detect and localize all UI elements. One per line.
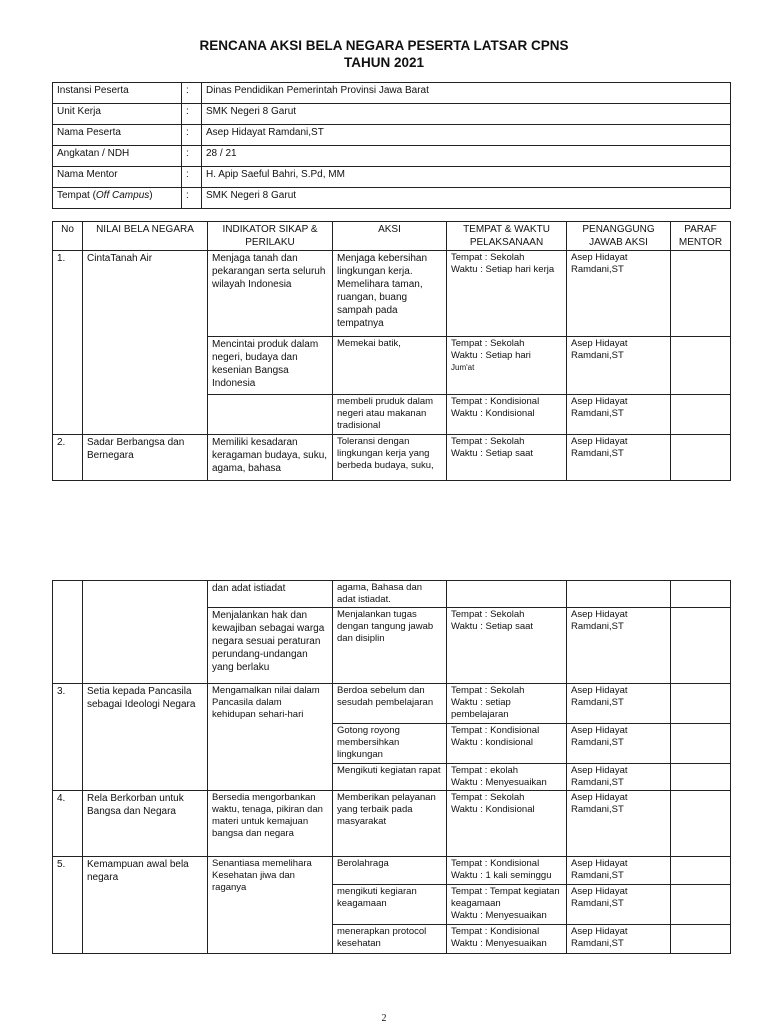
pj-cell: Asep Hidayat Ramdani,ST <box>567 395 671 435</box>
info-row <box>53 83 731 104</box>
indikator-cell: Menjaga tanah dan pekarangan serta seluruh wilayah Indonesia <box>208 251 333 337</box>
table-row <box>53 251 731 337</box>
aksi-cell: Toleransi dengan lingkungan kerja yang berbeda budaya, suku, <box>333 435 447 481</box>
info-row <box>53 146 731 167</box>
pj-cell: Asep Hidayat Ramdani,ST <box>567 724 671 764</box>
nilai-cell: CintaTanah Air <box>83 251 208 435</box>
indikator-cell: Mencintai produk dalam negeri, budaya dan kesenian Bangsa Indonesia <box>208 337 333 395</box>
document-title: RENCANA AKSI BELA NEGARA PESERTA LATSAR CPNS <box>199 38 569 53</box>
pj-cell: Asep Hidayat Ramdani,ST <box>567 608 671 684</box>
row-number: 4. <box>53 791 83 857</box>
paraf-cell <box>671 857 731 885</box>
row-number <box>53 581 83 684</box>
document-year: TAHUN 2021 <box>343 55 425 70</box>
tempat-waktu-cell: Tempat : Kondisional Waktu : Menyesuaikan <box>447 925 567 954</box>
table-row <box>53 684 731 724</box>
info-value: SMK Negeri 8 Garut <box>202 188 731 209</box>
pj-cell: Asep Hidayat Ramdani,ST <box>567 885 671 925</box>
indikator-cell: Senantiasa memelihara Kesehatan jiwa dan raganya <box>208 857 333 954</box>
aksi-cell: membeli pruduk dalam negeri atau makanan tradisional <box>333 395 447 435</box>
pj-cell: Asep Hidayat Ramdani,ST <box>567 251 671 337</box>
paraf-cell <box>671 251 731 337</box>
indikator-cell: Menjalankan hak dan kewajiban sebagai warga negara sesuai peraturan perundang-undangan yang berlaku <box>208 608 333 684</box>
tempat-waktu-cell: Tempat : Sekolah Waktu : setiap pembelajaran <box>447 684 567 724</box>
table-row <box>53 857 731 885</box>
tempat-waktu-cell <box>447 581 567 608</box>
tempat-waktu-cell: Tempat : Sekolah Waktu : Setiap hari Jum'at <box>447 337 567 395</box>
table-header-row <box>53 222 731 251</box>
info-label: Nama Peserta <box>53 125 182 146</box>
aksi-cell: Memberikan pelayanan yang terbaik pada masyarakat <box>333 791 447 857</box>
action-plan-table-continued <box>52 580 731 954</box>
info-value: Dinas Pendidikan Pemerintah Provinsi Jawa Barat <box>202 83 731 104</box>
aksi-cell: Menjaga kebersihan lingkungan kerja. Memelihara taman, ruangan, buang sampah pada tempatnya <box>333 251 447 337</box>
info-value: SMK Negeri 8 Garut <box>202 104 731 125</box>
paraf-cell <box>671 435 731 481</box>
info-label: Nama Mentor <box>53 167 182 188</box>
info-label: Tempat (Off Campus) <box>53 188 182 209</box>
tempat-waktu-cell: Tempat : Sekolah Waktu : Setiap saat <box>447 435 567 481</box>
info-row <box>53 125 731 146</box>
paraf-cell <box>671 764 731 791</box>
tempat-waktu-cell: Tempat : Sekolah Waktu : Kondisional <box>447 791 567 857</box>
tempat-waktu-cell: Tempat : Kondisional Waktu : Kondisional <box>447 395 567 435</box>
aksi-cell: Mengikuti kegiatan rapat <box>333 764 447 791</box>
info-value: 28 / 21 <box>202 146 731 167</box>
info-colon: : <box>182 188 202 209</box>
pj-cell: Asep Hidayat Ramdani,ST <box>567 337 671 395</box>
info-colon: : <box>182 167 202 188</box>
aksi-cell: Berolahraga <box>333 857 447 885</box>
paraf-cell <box>671 684 731 724</box>
row-number: 2. <box>53 435 83 481</box>
row-number: 1. <box>53 251 83 435</box>
info-label: Unit Kerja <box>53 104 182 125</box>
paraf-cell <box>671 925 731 954</box>
info-colon: : <box>182 104 202 125</box>
row-number: 5. <box>53 857 83 954</box>
header-penanggung-jawab: PENANGGUNG JAWAB AKSI <box>567 222 671 251</box>
info-colon: : <box>182 83 202 104</box>
info-colon: : <box>182 125 202 146</box>
aksi-cell: Memekai batik, <box>333 337 447 395</box>
paraf-cell <box>671 724 731 764</box>
participant-info-table <box>52 82 731 209</box>
info-colon: : <box>182 146 202 167</box>
header-nilai: NILAI BELA NEGARA <box>83 222 208 251</box>
paraf-cell <box>671 885 731 925</box>
paraf-cell <box>671 791 731 857</box>
table-row <box>53 435 731 481</box>
pj-cell <box>567 581 671 608</box>
tempat-waktu-cell: Tempat : Kondisional Waktu : 1 kali seminggu <box>447 857 567 885</box>
action-plan-table <box>52 221 731 481</box>
aksi-cell: menerapkan protocol kesehatan <box>333 925 447 954</box>
aksi-cell: Menjalankan tugas dengan tangung jawab dan disiplin <box>333 608 447 684</box>
nilai-cell: Sadar Berbangsa dan Bernegara <box>83 435 208 481</box>
tempat-waktu-cell: Tempat : Tempat kegiatan keagamaan Waktu : Menyesuaikan <box>447 885 567 925</box>
tempat-waktu-cell: Tempat : Kondisional Waktu : kondisional <box>447 724 567 764</box>
info-value: Asep Hidayat Ramdani,ST <box>202 125 731 146</box>
info-row <box>53 104 731 125</box>
header-paraf: PARAF MENTOR <box>671 222 731 251</box>
header-indikator: INDIKATOR SIKAP & PERILAKU <box>208 222 333 251</box>
nilai-cell: Rela Berkorban untuk Bangsa dan Negara <box>83 791 208 857</box>
aksi-cell: mengikuti kegiaran keagamaan <box>333 885 447 925</box>
nilai-cell <box>83 581 208 684</box>
pj-cell: Asep Hidayat Ramdani,ST <box>567 435 671 481</box>
info-row <box>53 167 731 188</box>
aksi-cell: Berdoa sebelum dan sesudah pembelajaran <box>333 684 447 724</box>
pj-cell: Asep Hidayat Ramdani,ST <box>567 764 671 791</box>
row-number: 3. <box>53 684 83 791</box>
aksi-cell: agama, Bahasa dan adat istiadat. <box>333 581 447 608</box>
pj-cell: Asep Hidayat Ramdani,ST <box>567 684 671 724</box>
header-no: No <box>53 222 83 251</box>
aksi-cell: Gotong royong membersihkan lingkungan <box>333 724 447 764</box>
indikator-cell: Bersedia mengorbankan waktu, tenaga, pikiran dan materi untuk kemajuan bangsa dan negara <box>208 791 333 857</box>
table-row <box>53 581 731 608</box>
info-value: H. Apip Saeful Bahri, S.Pd, MM <box>202 167 731 188</box>
tempat-waktu-cell: Tempat : ekolah Waktu : Menyesuaikan <box>447 764 567 791</box>
header-tempat-waktu: TEMPAT & WAKTU PELAKSANAAN <box>447 222 567 251</box>
pj-cell: Asep Hidayat Ramdani,ST <box>567 857 671 885</box>
table-row <box>53 791 731 857</box>
page-number: 2 <box>381 1013 387 1024</box>
paraf-cell <box>671 395 731 435</box>
paraf-cell <box>671 337 731 395</box>
tempat-waktu-cell: Tempat : Sekolah Waktu : Setiap hari kerja <box>447 251 567 337</box>
info-label: Angkatan / NDH <box>53 146 182 167</box>
indikator-cell: dan adat istiadat <box>208 581 333 608</box>
nilai-cell: Kemampuan awal bela negara <box>83 857 208 954</box>
paraf-cell <box>671 608 731 684</box>
info-row <box>53 188 731 209</box>
info-label: Instansi Peserta <box>53 83 182 104</box>
indikator-cell: Mengamalkan nilai dalam Pancasila dalam kehidupan sehari-hari <box>208 684 333 791</box>
indikator-cell <box>208 395 333 435</box>
nilai-cell: Setia kepada Pancasila sebagai Ideologi Negara <box>83 684 208 791</box>
pj-cell: Asep Hidayat Ramdani,ST <box>567 925 671 954</box>
paraf-cell <box>671 581 731 608</box>
indikator-cell: Memiliki kesadaran keragaman budaya, suku, agama, bahasa <box>208 435 333 481</box>
header-aksi: AKSI <box>333 222 447 251</box>
pj-cell: Asep Hidayat Ramdani,ST <box>567 791 671 857</box>
tempat-waktu-cell: Tempat : Sekolah Waktu : Setiap saat <box>447 608 567 684</box>
